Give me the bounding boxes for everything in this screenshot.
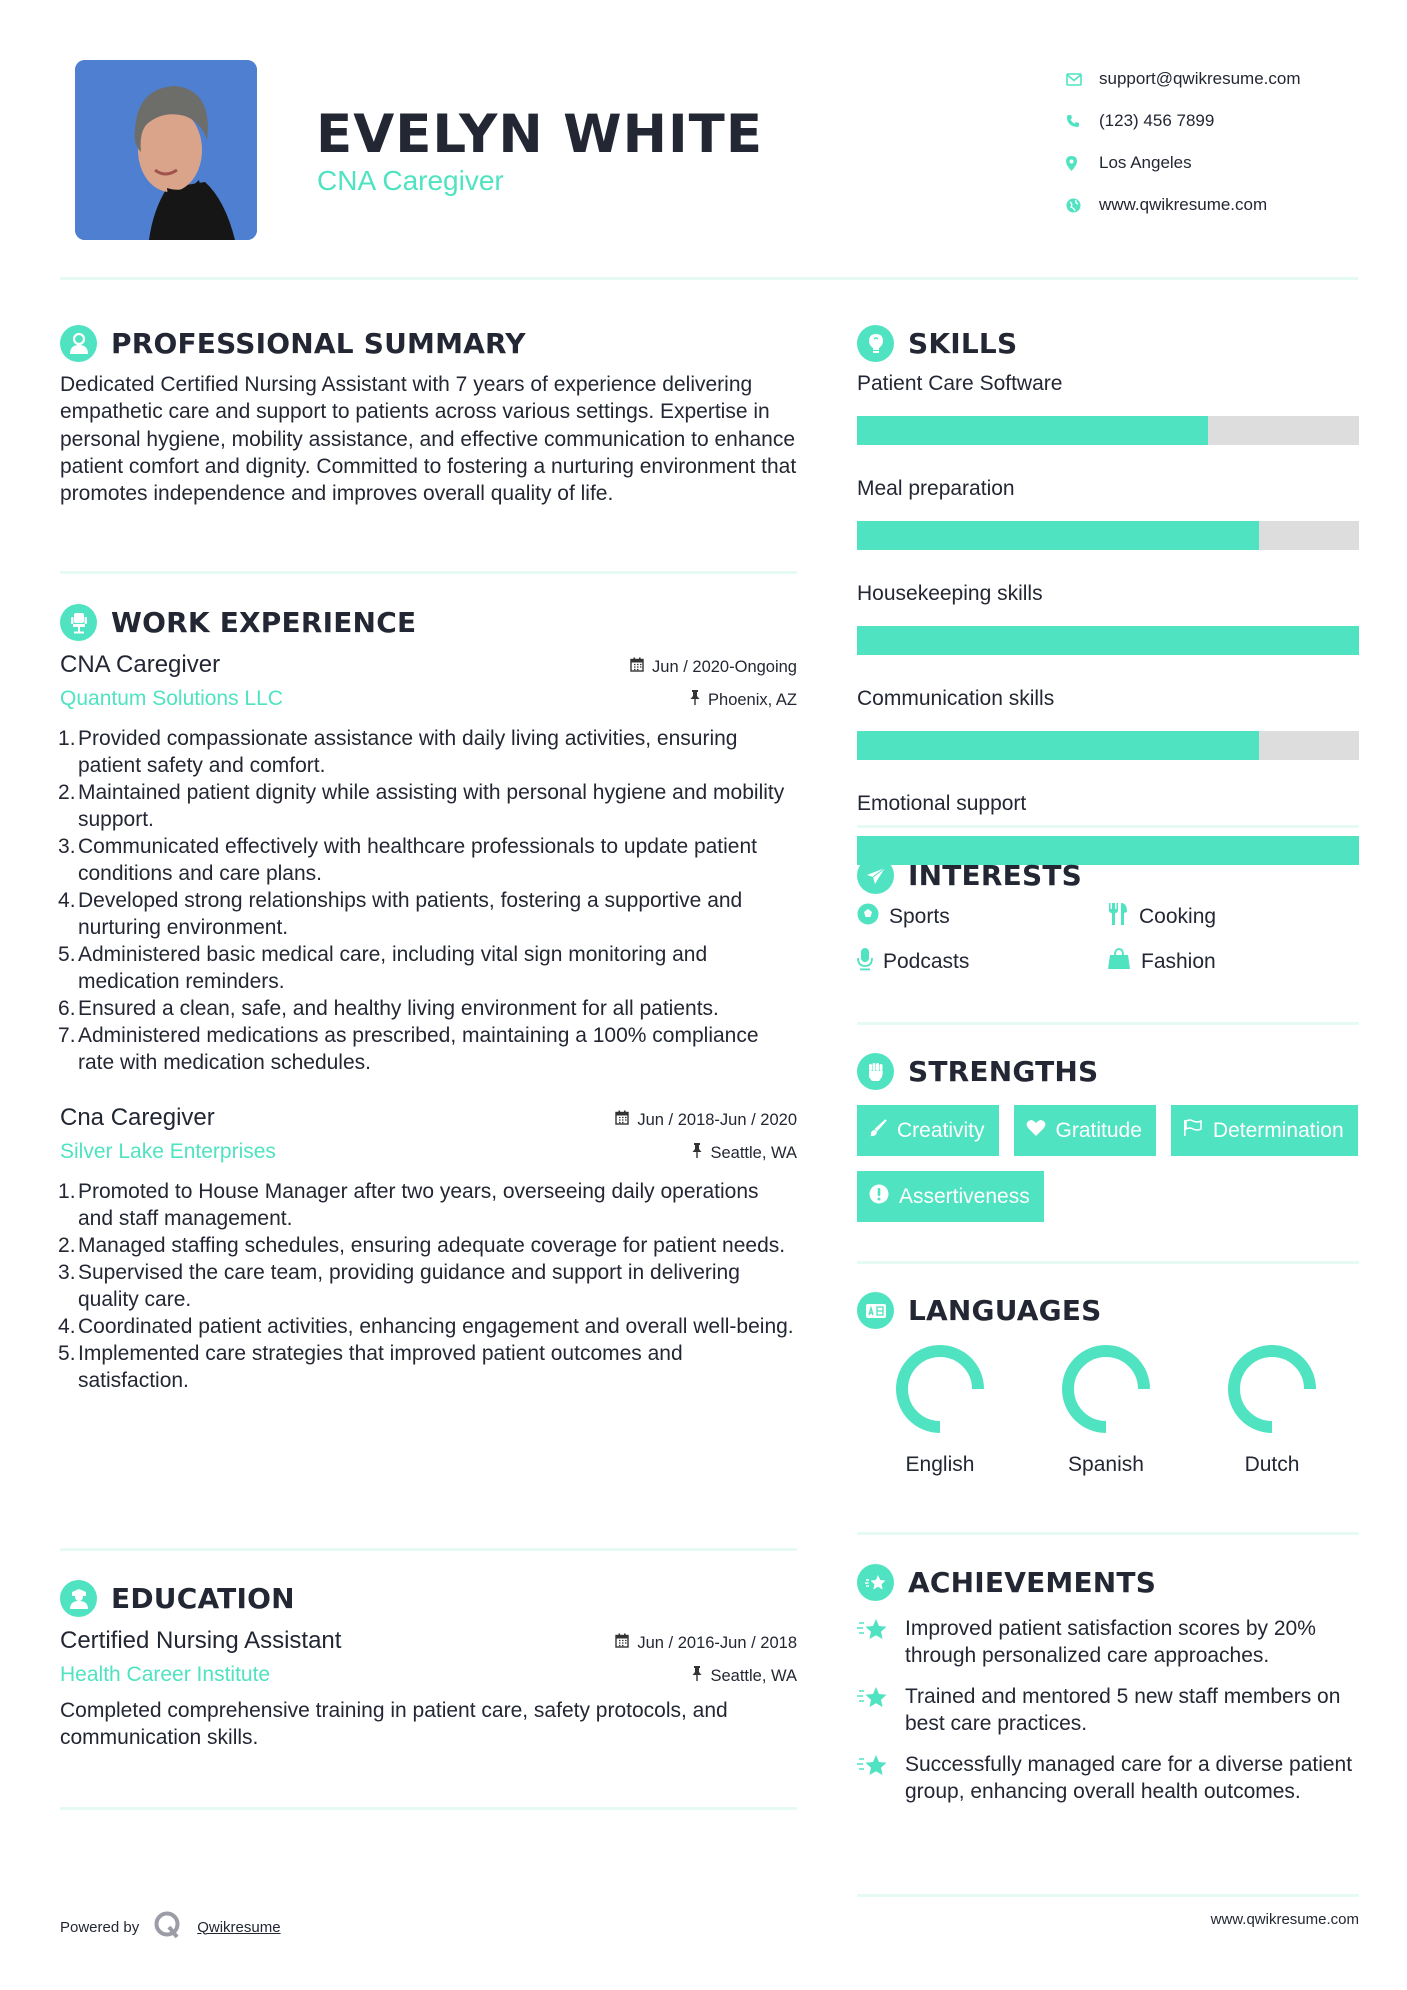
skills-divider xyxy=(857,825,1359,828)
graduate-icon xyxy=(60,1580,97,1617)
fist-icon xyxy=(857,1053,894,1090)
strengths-title: STRENGTHS xyxy=(908,1055,1099,1088)
phone-icon xyxy=(1062,114,1099,128)
qwikresume-logo-icon xyxy=(153,1910,183,1944)
duty-item: Managed staffing schedules, ensuring adequate coverage for patient needs. xyxy=(78,1234,786,1257)
job-entry xyxy=(60,651,797,1076)
strengths-divider xyxy=(857,1261,1359,1264)
skill-bar xyxy=(857,731,1359,760)
skill-label: Emotional support xyxy=(857,792,1027,815)
skill-label: Communication skills xyxy=(857,687,1055,710)
skill-item xyxy=(857,477,1359,550)
achievements-section xyxy=(857,1564,1359,1819)
achievement-item: Improved patient satisfaction scores by 20% through personalized care approaches. xyxy=(857,1615,1359,1669)
strengths-section xyxy=(857,1053,1359,1222)
interests-heading xyxy=(857,857,1359,894)
degree-title: Certified Nursing Assistant xyxy=(60,1627,342,1654)
language-ring xyxy=(1060,1343,1152,1435)
language-item xyxy=(1023,1343,1189,1477)
contact-phone-text: (123) 456 7899 xyxy=(1099,111,1215,130)
lightbulb-icon xyxy=(857,325,894,362)
duty-item: Promoted to House Manager after two years, overseeing daily operations and staff management. xyxy=(78,1180,759,1230)
skill-label: Patient Care Software xyxy=(857,372,1063,395)
duty-item: Supervised the care team, providing guidance and support in delivering quality care. xyxy=(78,1261,740,1311)
achievements-list xyxy=(857,1615,1359,1805)
globe-icon xyxy=(1062,198,1099,213)
summary-heading xyxy=(60,325,797,362)
duty-item: Maintained patient dignity while assisting with personal hygiene and mobility support. xyxy=(78,781,785,831)
interest-item: Cooking xyxy=(1107,902,1357,931)
star-badge-icon xyxy=(857,1564,894,1601)
job-entry xyxy=(60,1104,797,1394)
duty-item: Administered basic medical care, including vital sign monitoring and medication reminders. xyxy=(78,943,708,993)
pushpin-icon xyxy=(692,1666,702,1686)
interests-list xyxy=(857,902,1359,976)
summary-text: Dedicated Certified Nursing Assistant with 7 years of experience delivering empathetic care and support to patients across various settings. Expertise in personal hygiene, mobility assistance, and effective communication to enhance patient comfort and dignity. Committed to fostering a nurturing environment that promotes independence and improves overall quality of life. xyxy=(60,373,797,506)
education-dates: Jun / 2016-Jun / 2018 xyxy=(615,1633,797,1653)
paper-plane-icon xyxy=(857,857,894,894)
strengths-list xyxy=(857,1105,1359,1222)
job-title: Cna Caregiver xyxy=(60,1104,215,1131)
skill-bar xyxy=(857,416,1359,445)
summary-section xyxy=(60,325,797,507)
job-location: Seattle, WA xyxy=(692,1143,797,1163)
interests-section xyxy=(857,857,1359,976)
achievements-heading xyxy=(857,1564,1359,1601)
shopping-bag-icon xyxy=(1107,948,1131,976)
language-label: Spanish xyxy=(1068,1453,1144,1476)
header-divider xyxy=(60,277,1358,280)
contact-location-text: Los Angeles xyxy=(1099,153,1192,172)
star-icon xyxy=(857,1615,891,1669)
achievement-item: Trained and mentored 5 new staff members on best care practices. xyxy=(857,1683,1359,1737)
powered-by-label: Powered by xyxy=(60,1918,140,1936)
duty-item: Implemented care strategies that improved patient outcomes and satisfaction. xyxy=(78,1342,683,1392)
strength-tag: Gratitude xyxy=(1014,1105,1156,1156)
star-icon xyxy=(857,1683,891,1737)
school-name: Health Career Institute xyxy=(60,1663,271,1686)
language-item xyxy=(857,1343,1023,1477)
interest-item: Fashion xyxy=(1107,947,1357,976)
contact-location xyxy=(1062,142,1362,184)
job-dates: Jun / 2020-Ongoing xyxy=(630,657,797,677)
education-location: Seattle, WA xyxy=(692,1666,797,1686)
experience-title: WORK EXPERIENCE xyxy=(111,606,417,639)
contact-website-text: www.qwikresume.com xyxy=(1099,195,1268,214)
contact-phone[interactable] xyxy=(1062,100,1362,142)
duty-item: Ensured a clean, safe, and healthy living environment for all patients. xyxy=(78,997,719,1020)
skill-item xyxy=(857,372,1359,445)
strengths-heading xyxy=(857,1053,1359,1090)
interest-item: Sports xyxy=(857,902,1107,931)
job-location: Phoenix, AZ xyxy=(690,690,797,710)
skill-item xyxy=(857,687,1359,760)
skill-label: Meal preparation xyxy=(857,477,1015,500)
calendar-icon xyxy=(630,657,644,677)
languages-list xyxy=(857,1343,1359,1477)
summary-title: PROFESSIONAL SUMMARY xyxy=(111,327,526,360)
education-heading xyxy=(60,1580,797,1617)
skill-bar xyxy=(857,521,1359,550)
education-description: Completed comprehensive training in patient care, safety protocols, and communication skills. xyxy=(60,1699,728,1750)
language-ring xyxy=(1226,1343,1318,1435)
candidate-role: CNA Caregiver xyxy=(317,165,504,196)
interests-title: INTERESTS xyxy=(908,859,1082,892)
language-label: English xyxy=(905,1453,975,1476)
duty-item: Communicated effectively with healthcare professionals to update patient conditions and care plans. xyxy=(78,835,758,885)
education-divider xyxy=(60,1807,797,1810)
company-name: Quantum Solutions LLC xyxy=(60,687,283,710)
contact-email[interactable] xyxy=(1062,58,1362,100)
profile-photo xyxy=(75,60,257,240)
achievements-title: ACHIEVEMENTS xyxy=(908,1566,1157,1599)
portrait-image xyxy=(75,60,257,240)
job-dates: Jun / 2018-Jun / 2020 xyxy=(615,1110,797,1130)
interest-item: Podcasts xyxy=(857,947,1107,976)
chair-icon xyxy=(60,604,97,641)
skill-bar xyxy=(857,626,1359,655)
skills-title: SKILLS xyxy=(908,327,1018,360)
skills-heading xyxy=(857,325,1359,362)
skill-bar-fill xyxy=(857,626,1359,655)
pushpin-icon xyxy=(692,1143,702,1163)
location-pin-icon xyxy=(1062,156,1099,171)
exclamation-circle-icon xyxy=(869,1184,889,1210)
experience-section xyxy=(60,604,797,1394)
qwikresume-link[interactable]: Qwikresume xyxy=(197,1918,281,1936)
education-section xyxy=(60,1580,797,1752)
skill-bar-fill xyxy=(857,731,1259,760)
duty-item: Coordinated patient activities, enhancing engagement and overall well-being. xyxy=(78,1315,794,1338)
envelope-icon xyxy=(1062,73,1099,86)
skill-item xyxy=(857,582,1359,655)
education-entry xyxy=(60,1627,797,1752)
soccer-ball-icon xyxy=(857,903,879,931)
footer-powered-by xyxy=(60,1910,281,1944)
translate-icon xyxy=(857,1292,894,1329)
footer-website[interactable]: www.qwikresume.com xyxy=(1210,1911,1359,1928)
skills-list xyxy=(857,372,1359,865)
user-icon xyxy=(60,325,97,362)
experience-heading xyxy=(60,604,797,641)
job-duties xyxy=(60,725,797,1076)
company-name: Silver Lake Enterprises xyxy=(60,1140,276,1163)
pushpin-icon xyxy=(690,690,700,710)
skill-bar-fill xyxy=(857,416,1208,445)
language-ring xyxy=(894,1343,986,1435)
languages-heading xyxy=(857,1292,1359,1329)
star-icon xyxy=(857,1751,891,1805)
experience-divider xyxy=(60,1548,797,1551)
contact-website[interactable] xyxy=(1062,184,1362,226)
language-label: Dutch xyxy=(1244,1453,1300,1476)
job-duties xyxy=(60,1178,797,1394)
calendar-icon xyxy=(615,1633,629,1653)
achievement-item: Successfully managed care for a diverse patient group, enhancing overall health outcomes. xyxy=(857,1751,1359,1805)
duty-item: Provided compassionate assistance with daily living activities, ensuring patient safety and comfort. xyxy=(78,727,738,777)
strength-tag: Determination xyxy=(1171,1105,1358,1156)
achievements-divider xyxy=(857,1894,1359,1897)
heart-icon xyxy=(1026,1119,1046,1143)
summary-divider xyxy=(60,571,797,574)
language-item xyxy=(1189,1343,1355,1477)
job-title: CNA Caregiver xyxy=(60,651,221,678)
skills-section xyxy=(857,325,1359,897)
duty-item: Administered medications as prescribed, maintaining a 100% compliance rate with medication schedules. xyxy=(78,1024,759,1074)
calendar-icon xyxy=(615,1110,629,1130)
skill-bar-fill xyxy=(857,521,1259,550)
education-title: EDUCATION xyxy=(111,1582,295,1615)
flag-icon xyxy=(1183,1119,1203,1143)
contact-email-text: support@qwikresume.com xyxy=(1099,69,1301,88)
candidate-name: EVELYN WHITE xyxy=(316,104,764,165)
skill-label: Housekeeping skills xyxy=(857,582,1043,605)
languages-section xyxy=(857,1292,1359,1477)
duty-item: Developed strong relationships with patients, fostering a supportive and nurturing environment. xyxy=(78,889,743,939)
paintbrush-icon xyxy=(869,1119,887,1143)
strength-tag: Creativity xyxy=(857,1105,999,1156)
microphone-icon xyxy=(857,947,873,977)
interests-divider xyxy=(857,1022,1359,1025)
utensils-icon xyxy=(1107,902,1129,932)
strength-tag: Assertiveness xyxy=(857,1171,1044,1222)
contact-list xyxy=(1062,58,1362,226)
languages-divider xyxy=(857,1532,1359,1535)
skill-item xyxy=(857,792,1359,865)
languages-title: LANGUAGES xyxy=(908,1294,1102,1327)
